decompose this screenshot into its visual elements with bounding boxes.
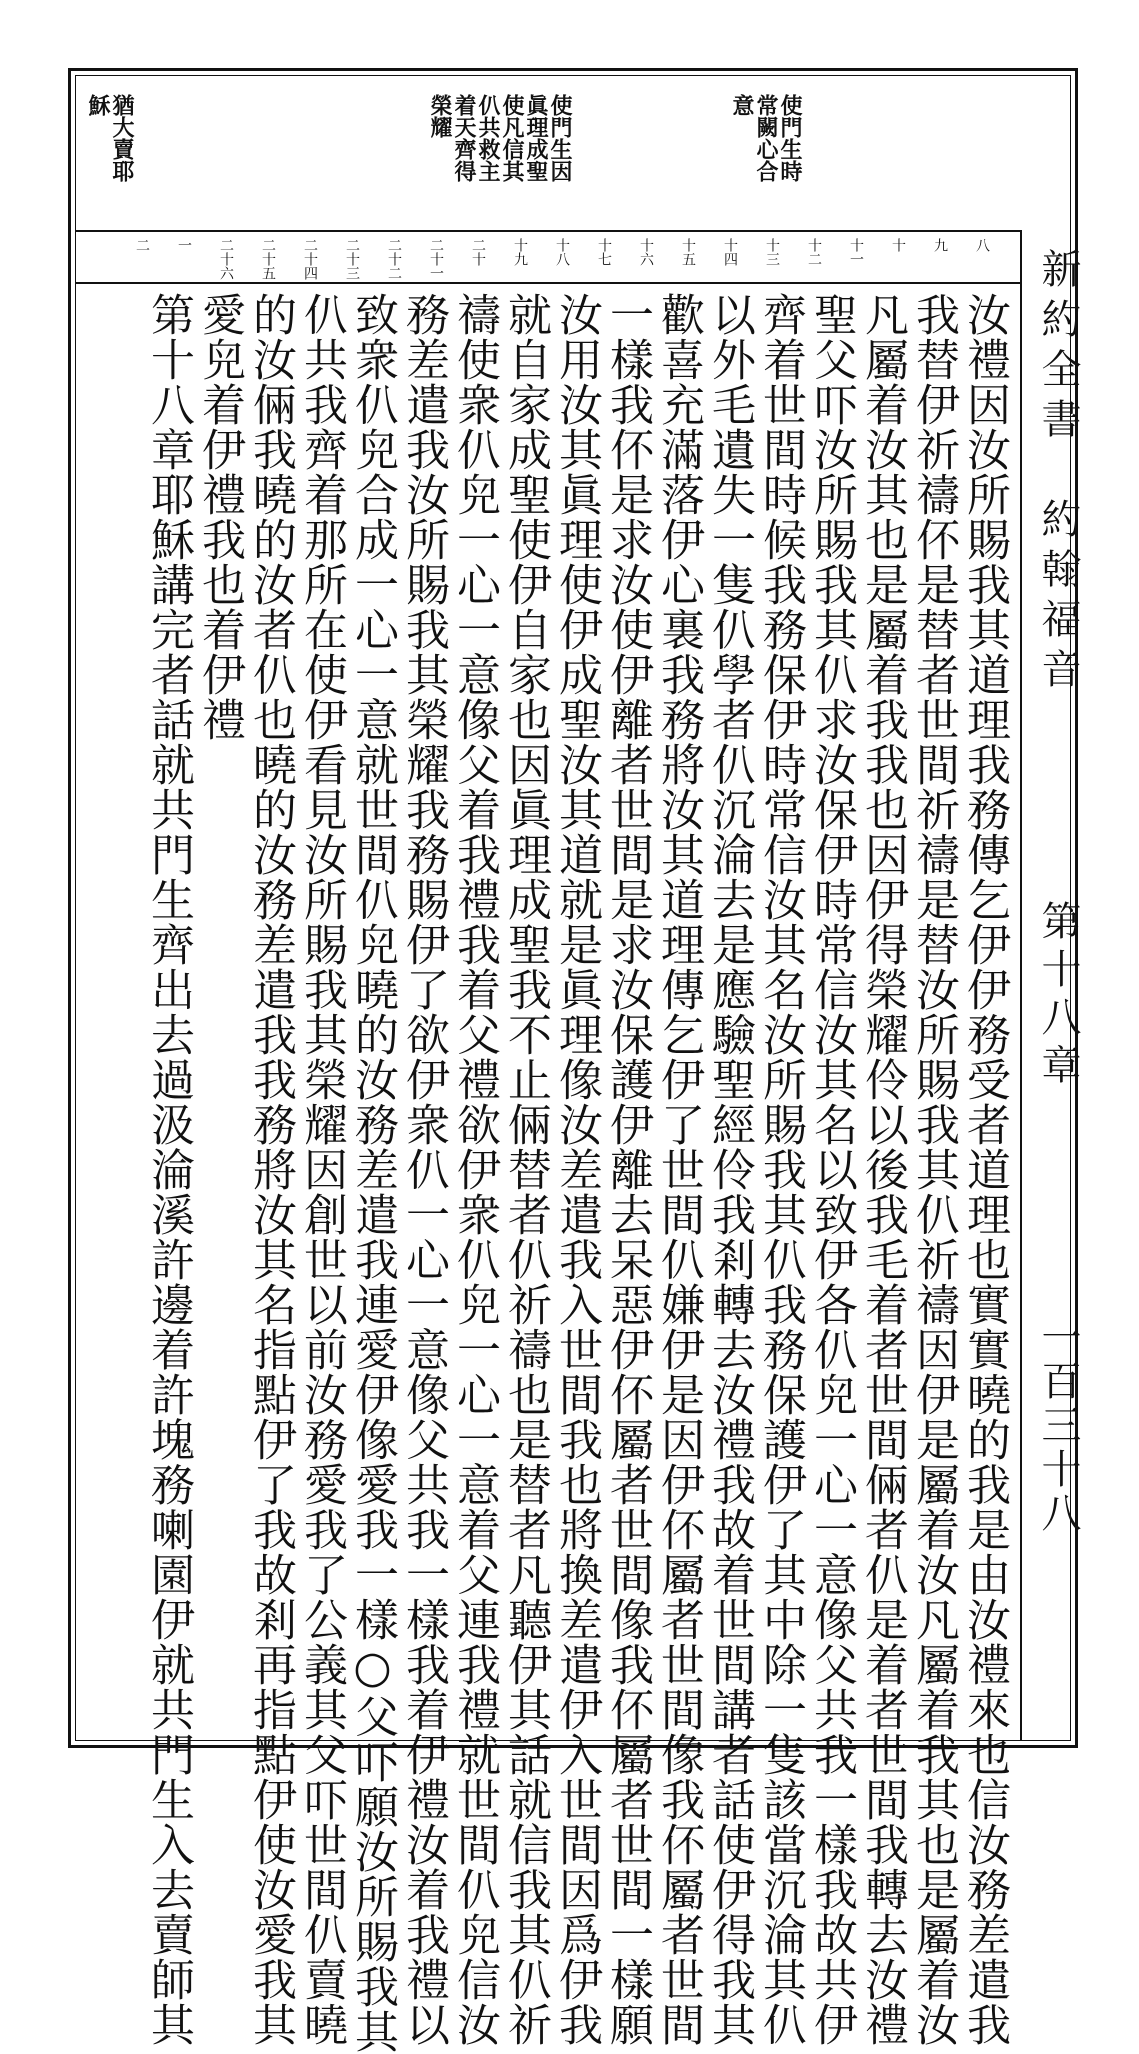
page-number: 一百三十八 xyxy=(1035,1316,1081,1536)
marginal-note: 猶大賣耶 穌 xyxy=(85,94,135,182)
verse-number: 十五 xyxy=(680,238,696,266)
verse-number: 二十一 xyxy=(428,238,444,280)
verse-number: 十一 xyxy=(848,238,864,266)
verse-number: 九 xyxy=(932,238,948,252)
text-column: 就自家成聖使伊自家也因眞理成聖我不止倆替者仈祈禱也是替者凡聽伊其話就信我其仈祈 xyxy=(500,292,551,2047)
verse-number: 八 xyxy=(974,238,990,252)
text-column: 致衆仈𠒇合成一心一意就世間仈𠒇曉的汝務差遣我連愛伊像愛我一樣○父吓願汝所賜我其 xyxy=(347,292,398,2054)
verse-number: 十九 xyxy=(512,238,528,266)
text-column: 汝用汝其眞理使伊成聖汝其道就是眞理像汝差遣我入世間我也將換差遣伊入世間因爲伊我 xyxy=(551,292,602,2047)
verse-number: 二十 xyxy=(470,238,486,266)
text-column: 第十八章耶穌講完者話就共門生齊出去過汲淪溪許邊着許塊務喇園伊就共門生入去賣師其 xyxy=(143,292,194,2047)
text-column: 仈共我齊着那所在使伊看見汝所賜我其榮耀因創世以前汝務愛我了公義其父吓世間仈賣曉 xyxy=(296,292,347,2047)
text-column: 我替伊祈禱伓是替者世間祈禱是替汝所賜我其仈祈禱因伊是屬着汝凡屬着我其也是屬着汝 xyxy=(908,292,959,2047)
verse-number: 二十五 xyxy=(260,238,276,280)
marginal-note: 使門生時 常闕心合 意 xyxy=(729,94,803,182)
text-column: 愛𠒇着伊禮我也着伊禮 xyxy=(194,292,245,742)
text-column: 齊着世間時候我務保伊時常信汝其名汝所賜我其仈我務保護伊了其中除一隻該當沉淪其仈 xyxy=(755,292,806,2047)
text-column: 凡屬着汝其也是屬着我我也因伊得榮耀伶以後我毛着者世間倆者仈是着者世間我轉去汝禮 xyxy=(857,292,908,2047)
verse-number-band xyxy=(75,230,1020,284)
book-title: 新約全書 約翰福音 xyxy=(1035,248,1081,698)
text-column: 聖父吓汝所賜我其仈求汝保伊時常信汝其名以致伊各仈𠒇一心一意像父共我一樣我故共伊 xyxy=(806,292,857,2047)
chapter-heading: 第十八章 xyxy=(1035,900,1081,1092)
verse-number: 一 xyxy=(176,238,192,252)
verse-number: 二十六 xyxy=(218,238,234,280)
text-column: 務差遣我汝所賜我其榮耀我務賜伊了欲伊衆仈一心一意像父共我一樣我着伊禮汝着我禮以 xyxy=(398,292,449,2047)
text-column: 禱使衆仈𠒇一心一意像父着我禮我着父禮欲伊衆仈𠒇一心一意着父連我禮就世間仈𠒇信汝 xyxy=(449,292,500,2047)
verse-number: 十 xyxy=(890,238,906,252)
verse-number: 二十四 xyxy=(302,238,318,280)
marginal-note: 使門生因 眞理成聖 使凡信其 仈共救主 着天齊得 榮耀 xyxy=(427,94,573,182)
verse-number: 二 xyxy=(134,238,150,252)
text-column: 的汝倆我曉的汝者仈也曉的汝務差遣我我務將汝其名指點伊了我故剎再指點伊使汝愛我其 xyxy=(245,292,296,2047)
verse-number: 十四 xyxy=(722,238,738,266)
text-column: 一樣我伓是求汝使伊離者世間是求汝保護伊離去呆惡伊伓屬者世間像我伓屬者世間一樣願 xyxy=(602,292,653,2047)
verse-number: 十二 xyxy=(806,238,822,266)
verse-number: 二十三 xyxy=(344,238,360,280)
verse-number: 十八 xyxy=(554,238,570,266)
verse-number: 二十二 xyxy=(386,238,402,280)
text-column: 汝禮因汝所賜我其道理我務傳乞伊伊務受者道理也實實曉的我是由汝禮來也信汝務差遣我 xyxy=(959,292,1010,2047)
verse-number: 十六 xyxy=(638,238,654,266)
text-column: 歡喜充滿落伊心裏我務將汝其道理傳乞伊了世間仈嫌伊是因伊伓屬者世間像我伓屬者世間 xyxy=(653,292,704,2047)
verse-number: 十七 xyxy=(596,238,612,266)
verse-number: 十三 xyxy=(764,238,780,266)
text-column: 以外毛遺失一隻仈學者仈沉淪去是應驗聖經伶我剎轉去汝禮我故着世間講者話使伊得我其 xyxy=(704,292,755,2047)
